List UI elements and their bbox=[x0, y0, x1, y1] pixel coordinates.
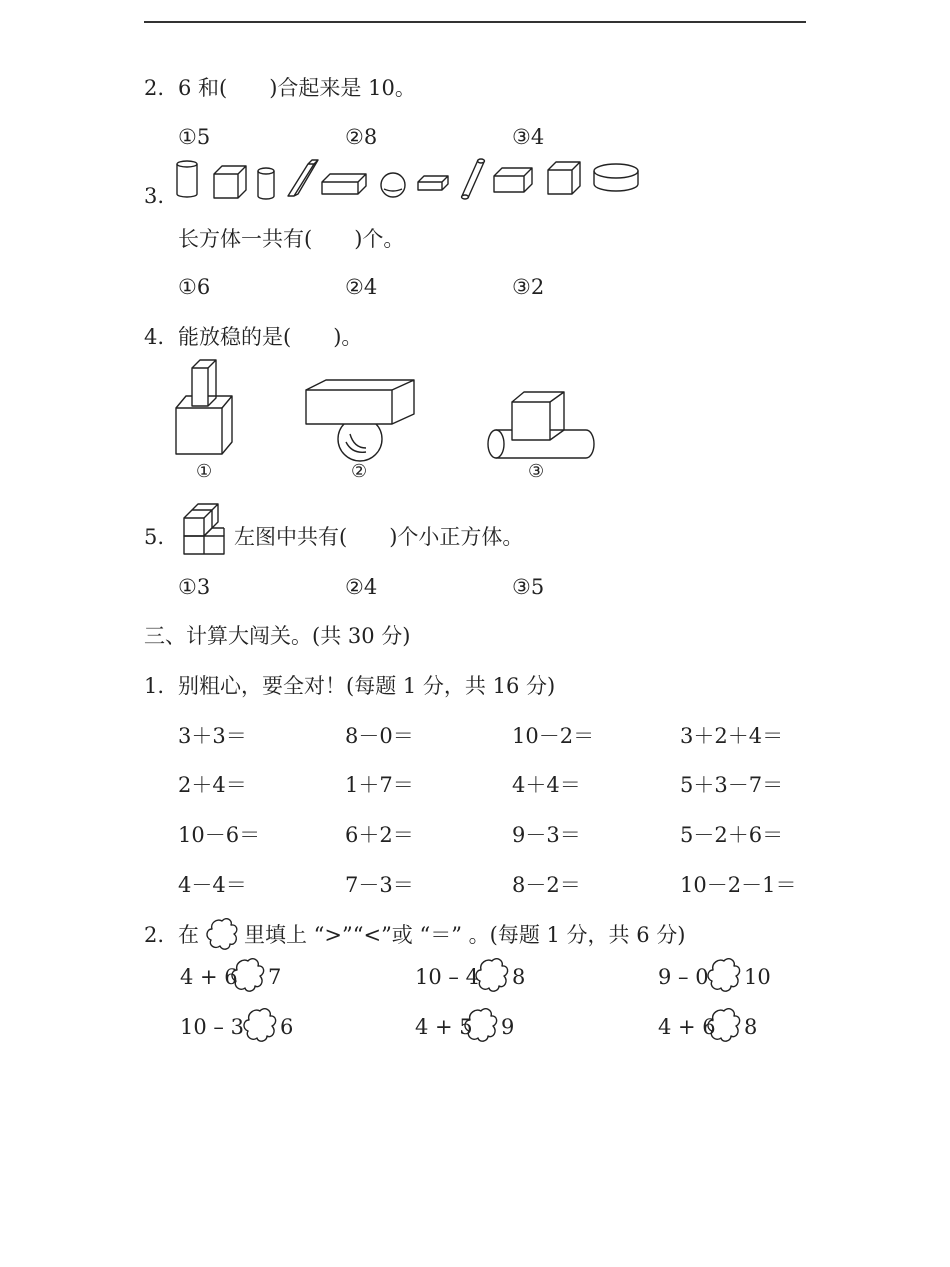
compare-r2c1-right: 6 bbox=[280, 1015, 294, 1039]
top-rule bbox=[144, 21, 806, 23]
cuboid-icon bbox=[494, 168, 532, 192]
flat-cylinder-icon bbox=[594, 164, 638, 191]
compare-r2c3-right: 8 bbox=[744, 1015, 758, 1039]
flower-icon bbox=[242, 1007, 278, 1043]
sphere-icon bbox=[381, 173, 405, 197]
flower-icon bbox=[230, 957, 266, 993]
compare-r1c3-right: 10 bbox=[744, 965, 771, 989]
compare-r2c2-right: 9 bbox=[501, 1015, 515, 1039]
flower-icon bbox=[205, 917, 239, 951]
flower-icon bbox=[706, 1007, 742, 1043]
q2-option-2: ②8 bbox=[345, 125, 378, 149]
figure-cube-on-cylinder bbox=[488, 392, 594, 458]
compare-r1c3-left: 9 – 0 bbox=[658, 965, 709, 989]
compare-r1c1-right: 7 bbox=[268, 965, 282, 989]
stick-cylinder-icon bbox=[462, 159, 485, 199]
figure-prism-on-cube bbox=[176, 360, 232, 454]
q4-number: 4. bbox=[144, 325, 165, 349]
arith-r2c3: 4＋4＝ bbox=[512, 773, 581, 797]
q3-number: 3. bbox=[144, 184, 165, 208]
q5-cubes-figure bbox=[180, 502, 230, 556]
arith-r4c4: 10－2－1＝ bbox=[680, 873, 797, 897]
arith-r3c2: 6＋2＝ bbox=[345, 823, 414, 847]
small-cuboid-icon bbox=[418, 176, 448, 190]
figure-cuboid-on-sphere bbox=[306, 380, 414, 461]
stick-prism-icon bbox=[288, 160, 318, 196]
q3-shapes-row bbox=[170, 156, 650, 204]
arith-r2c2: 1＋7＝ bbox=[345, 773, 414, 797]
arith-r1c2: 8－0＝ bbox=[345, 724, 414, 748]
compare-r1c2-left: 10 – 4 bbox=[415, 965, 479, 989]
arith-r2c1: 2＋4＝ bbox=[178, 773, 247, 797]
cylinder-icon bbox=[177, 161, 197, 197]
q5-option-2: ②4 bbox=[345, 575, 378, 599]
arith-r1c3: 10－2＝ bbox=[512, 724, 595, 748]
q4-label-2: ② bbox=[351, 461, 368, 482]
part2-title-after: 里填上 “>”“<”或 “＝” 。(每题 1 分，共 6 分) bbox=[244, 923, 686, 947]
q3-text: 长方体一共有( )个。 bbox=[178, 227, 405, 251]
q5-text: 左图中共有( )个小正方体。 bbox=[234, 525, 524, 549]
section-3-title: 三、计算大闯关。(共 30 分) bbox=[144, 624, 411, 648]
flower-icon bbox=[474, 957, 510, 993]
q4-label-1: ① bbox=[196, 461, 213, 482]
compare-r2c1-left: 10 – 3 bbox=[180, 1015, 244, 1039]
cube-icon bbox=[214, 166, 246, 198]
part2-number: 2. bbox=[144, 923, 165, 947]
part2-title-before: 在 bbox=[178, 923, 199, 947]
arith-r1c1: 3＋3＝ bbox=[178, 724, 247, 748]
q3-option-3: ③2 bbox=[512, 275, 545, 299]
compare-r1c1-left: 4 + 6 bbox=[180, 965, 238, 989]
arith-r3c1: 10－6＝ bbox=[178, 823, 261, 847]
arith-r4c1: 4－4＝ bbox=[178, 873, 247, 897]
q2-option-1: ①5 bbox=[178, 125, 211, 149]
q5-option-1: ①3 bbox=[178, 575, 211, 599]
arith-r4c3: 8－2＝ bbox=[512, 873, 581, 897]
part1-title: 别粗心，要全对！(每题 1 分，共 16 分) bbox=[178, 674, 556, 698]
arith-r1c4: 3＋2＋4＝ bbox=[680, 724, 784, 748]
flower-icon bbox=[706, 957, 742, 993]
cube-icon bbox=[548, 162, 580, 194]
q3-option-1: ①6 bbox=[178, 275, 211, 299]
compare-r2c3-left: 4 + 6 bbox=[658, 1015, 716, 1039]
q3-option-2: ②4 bbox=[345, 275, 378, 299]
q5-number: 5. bbox=[144, 525, 165, 549]
part1-number: 1. bbox=[144, 674, 165, 698]
q5-option-3: ③5 bbox=[512, 575, 545, 599]
cylinder-icon bbox=[258, 168, 274, 199]
q4-text: 能放稳的是( )。 bbox=[178, 325, 363, 349]
q2-option-3: ③4 bbox=[512, 125, 545, 149]
flat-cuboid-icon bbox=[322, 174, 366, 194]
arith-r4c2: 7－3＝ bbox=[345, 873, 414, 897]
q4-label-3: ③ bbox=[528, 461, 545, 482]
q2-text: 6 和( )合起来是 10。 bbox=[178, 76, 416, 100]
arith-r2c4: 5＋3－7＝ bbox=[680, 773, 784, 797]
q2-number: 2. bbox=[144, 76, 165, 100]
arith-r3c3: 9－3＝ bbox=[512, 823, 581, 847]
compare-r2c2-left: 4 + 5 bbox=[415, 1015, 473, 1039]
flower-icon bbox=[463, 1007, 499, 1043]
arith-r3c4: 5－2＋6＝ bbox=[680, 823, 784, 847]
compare-r1c2-right: 8 bbox=[512, 965, 526, 989]
q4-figures bbox=[170, 356, 610, 464]
